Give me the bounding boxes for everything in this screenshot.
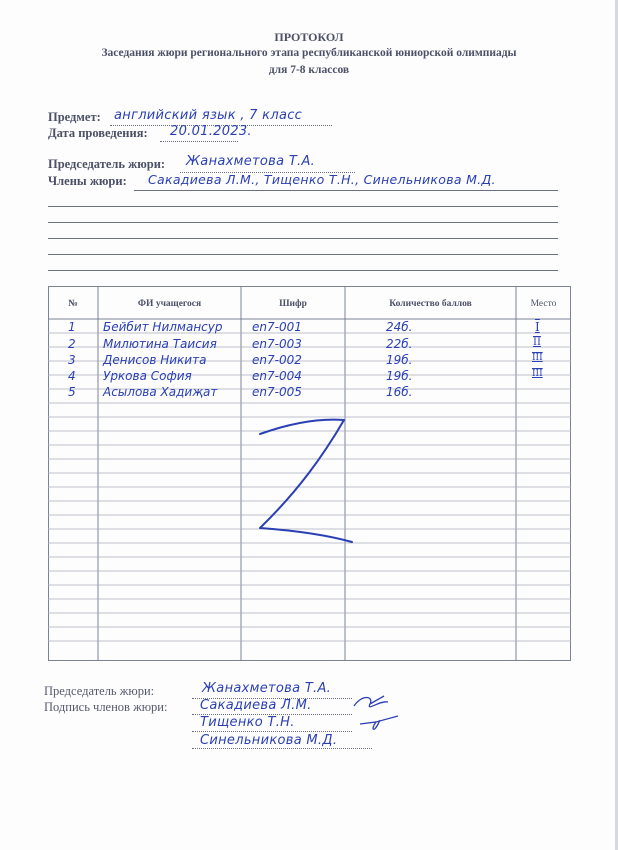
footer-chair-label: Председатель жюри:	[44, 684, 155, 698]
row-3-number: 3	[68, 353, 76, 367]
footer-member-3: Синельникова М.Д.	[200, 733, 338, 748]
row-1-name: Бейбит Нилмансур	[103, 320, 223, 334]
row-4-place: III	[532, 369, 543, 379]
z-cancel-mark	[260, 420, 352, 542]
signature-scribbles	[340, 690, 420, 740]
th-score: Количество баллов	[389, 299, 472, 309]
members-line-1	[134, 190, 558, 191]
th-student-name: ФИ учащегося	[137, 299, 202, 309]
members-line-3	[48, 222, 558, 223]
th-number: №	[68, 299, 78, 309]
row-2-place: II	[533, 337, 541, 348]
footer-members-label: Подпись членов жюри:	[44, 700, 168, 714]
th-code: Шифр	[279, 299, 307, 309]
row-1-code: en7-001	[252, 320, 302, 334]
members-line-4	[48, 238, 558, 239]
subject-label: Предмет:	[48, 110, 101, 124]
row-2-number: 2	[68, 337, 76, 351]
chair-value: Жанахметова Т.А.	[186, 154, 316, 169]
row-4-name: Уркова София	[103, 369, 192, 383]
row-1-number: 1	[68, 320, 76, 334]
footer-chair-value: Жанахметова Т.А.	[202, 681, 332, 696]
document-grades: для 7-8 классов	[268, 64, 350, 76]
row-5-number: 5	[68, 385, 76, 399]
subject-value: английский язык , 7 класс	[114, 108, 303, 123]
date-label: Дата проведения:	[48, 126, 148, 140]
row-2-name: Милютина Таисия	[103, 337, 217, 351]
row-4-code: en7-004	[252, 369, 302, 383]
row-4-number: 4	[68, 369, 76, 383]
row-5-score: 16б.	[386, 385, 413, 399]
row-5-name: Асылова Хадиҗат	[103, 385, 218, 399]
footer-member-line-3	[192, 748, 372, 749]
members-value: Сакадиева Л.М., Тищенко Т.Н., Синельникова М.Д.	[148, 172, 496, 187]
footer-member-line-2	[192, 731, 352, 732]
row-3-code: en7-002	[252, 353, 302, 367]
row-3-name: Денисов Никита	[103, 353, 207, 367]
row-2-score: 22б.	[386, 337, 413, 351]
members-line-5	[48, 254, 558, 255]
date-underline	[160, 141, 238, 142]
date-value: 20.01.2023.	[170, 124, 252, 139]
document-subtitle: Заседания жюри регионального этапа республиканской юниорской олимпиады	[101, 47, 517, 59]
footer-member-2: Тищенко Т.Н.	[200, 715, 295, 730]
members-line-6	[48, 270, 558, 271]
document-title: ПРОТОКОЛ	[274, 30, 344, 44]
row-3-place: III	[532, 353, 543, 363]
chair-label: Председатель жюри:	[48, 157, 166, 171]
members-label: Члены жюри:	[48, 174, 127, 188]
row-2-code: en7-003	[252, 337, 302, 351]
row-1-score: 24б.	[386, 320, 413, 334]
th-place: Место	[530, 299, 557, 309]
row-5-code: en7-005	[252, 385, 302, 399]
footer-member-line-1	[192, 714, 352, 715]
row-4-score: 19б.	[386, 369, 413, 383]
row-1-place: I	[535, 320, 540, 334]
members-line-2	[48, 206, 558, 207]
footer-member-1: Сакадиева Л.М.	[200, 698, 312, 713]
row-3-score: 19б.	[386, 353, 413, 367]
